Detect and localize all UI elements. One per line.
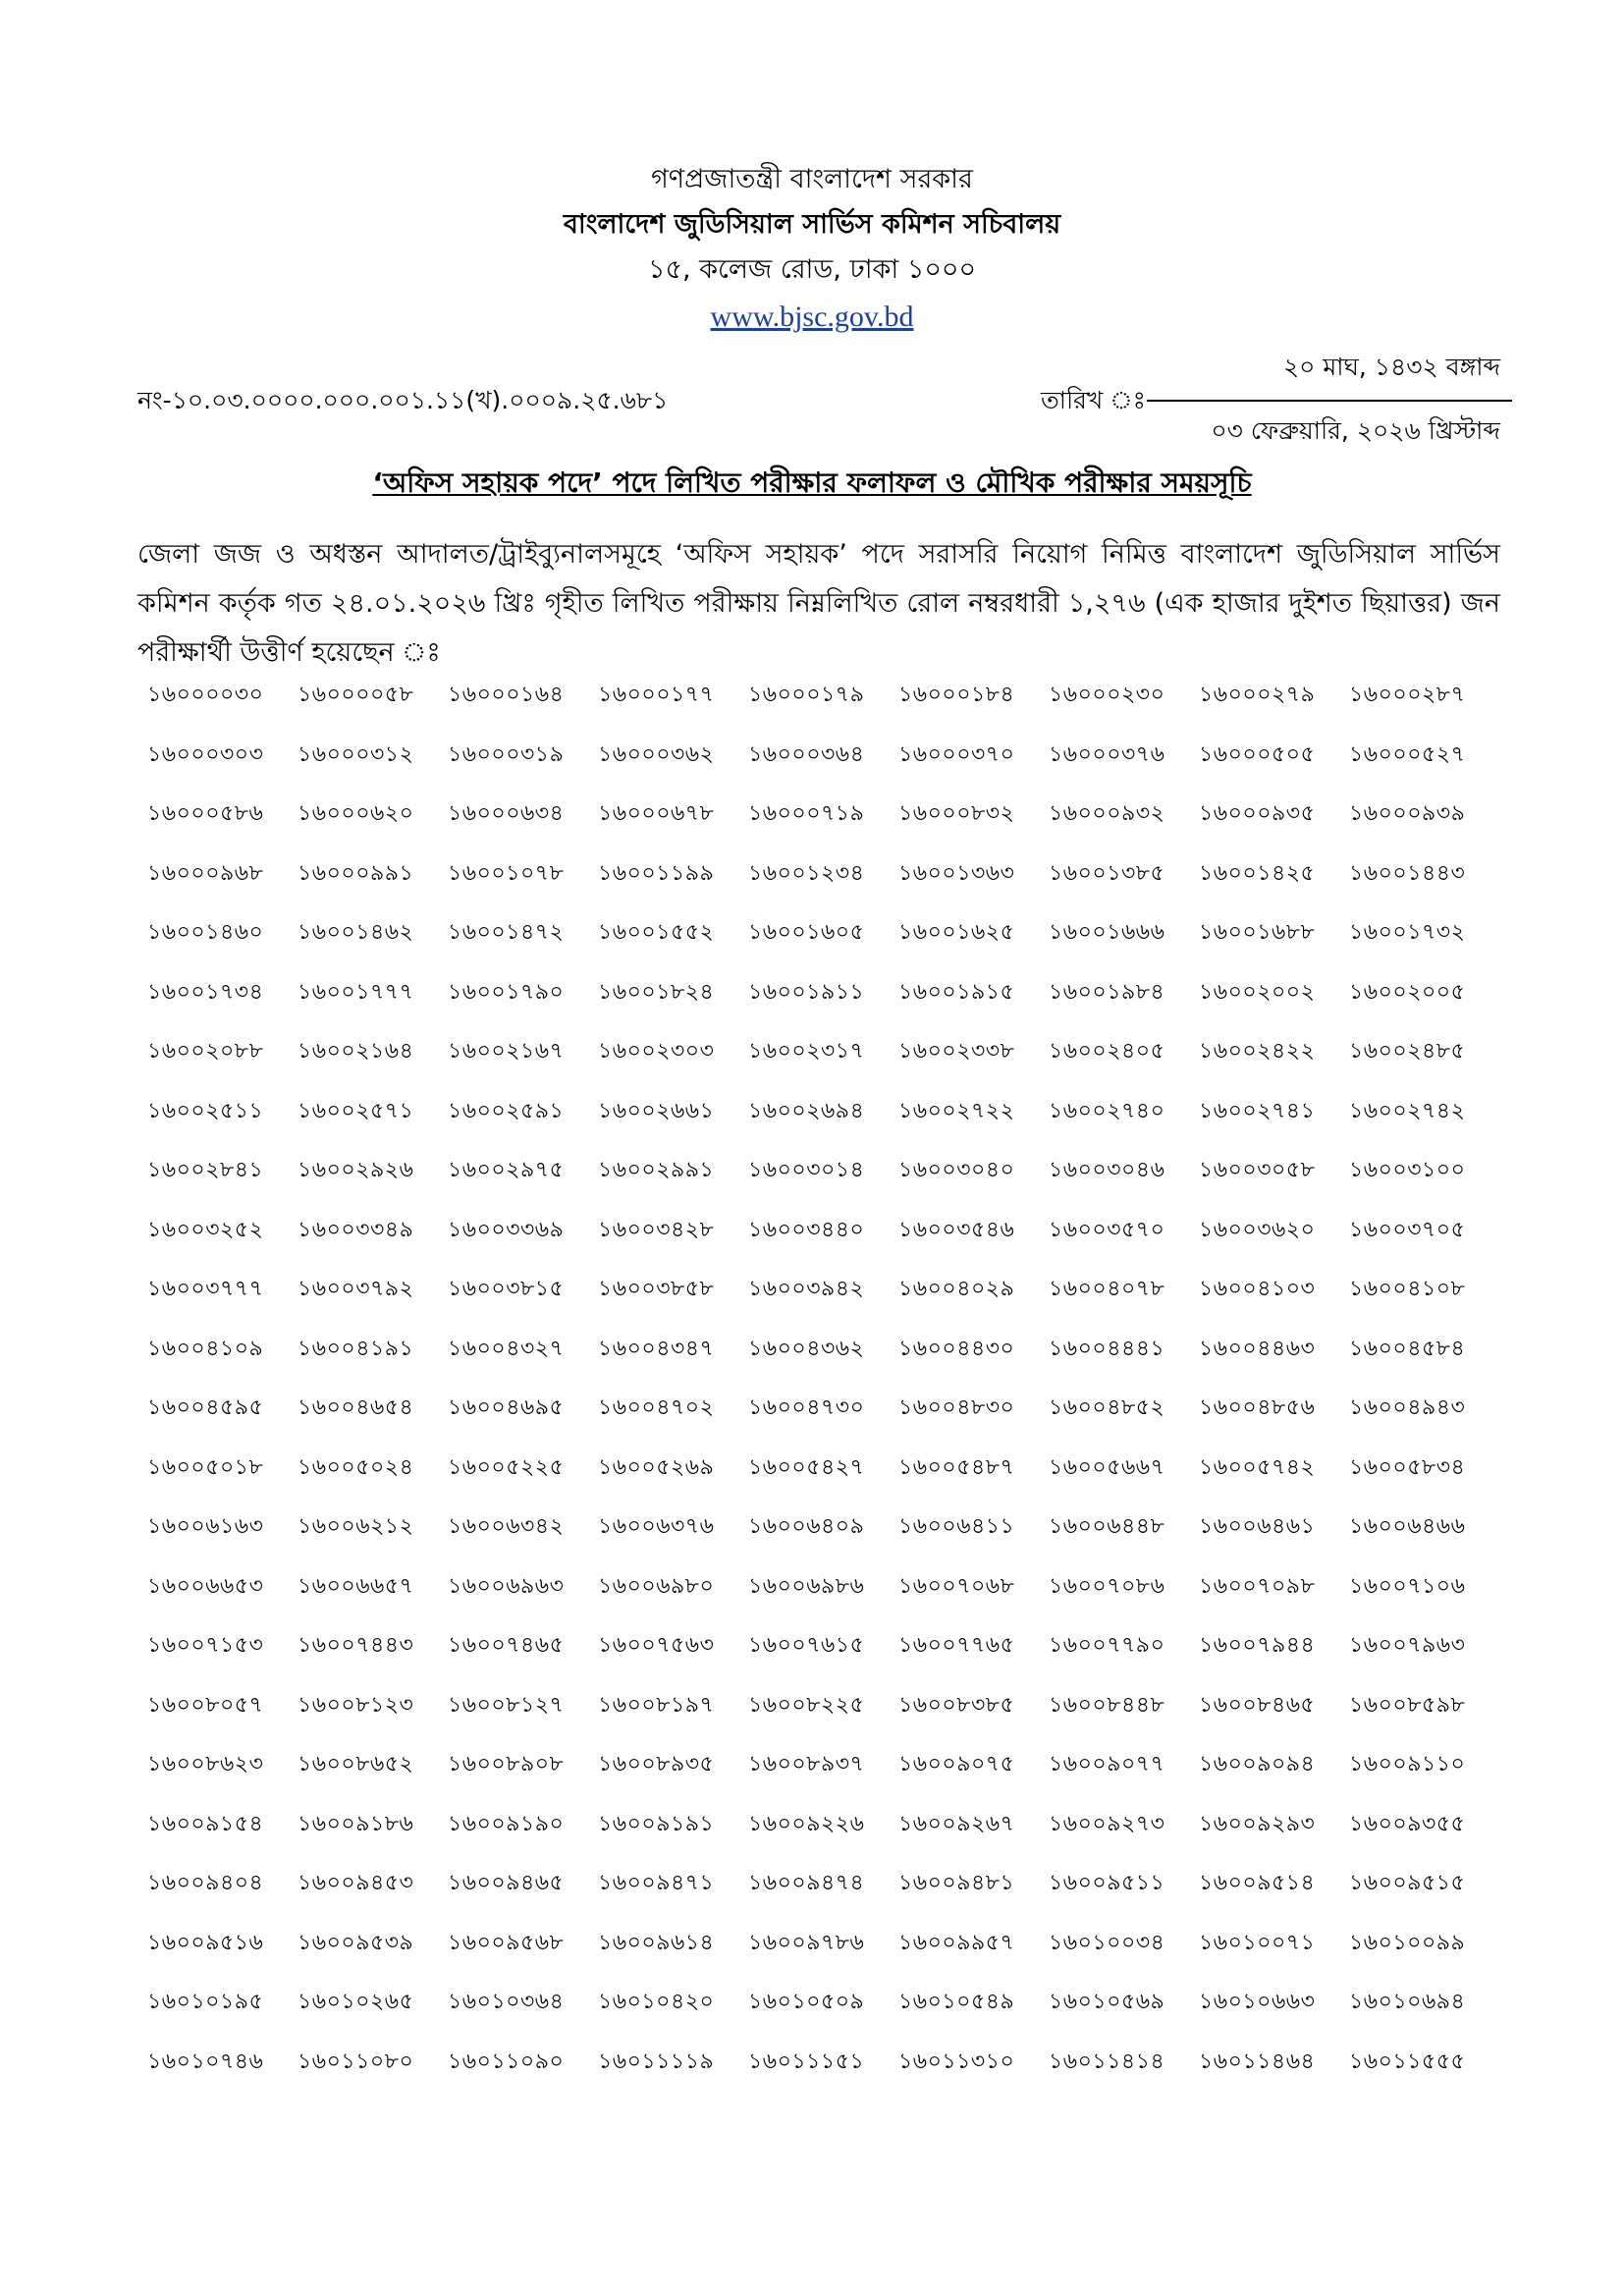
roll-number: ১৬০১১১১৯ — [598, 2049, 715, 2074]
roll-row — [147, 678, 1502, 738]
roll-number: ১৬০০৯১৮৬ — [298, 1811, 414, 1836]
roll-number: ১৬০০২৭২২ — [898, 1098, 1015, 1123]
roll-number: ১৬০০৬৯৬৩ — [448, 1573, 565, 1599]
website-link[interactable]: www.bjsc.gov.bd — [710, 301, 914, 333]
roll-number: ১৬০০২১৬৪ — [298, 1039, 414, 1064]
roll-number: ১৬০০৩৮৫৮ — [598, 1277, 715, 1301]
roll-number: ১৬০০৫২২৫ — [448, 1454, 565, 1480]
roll-number: ১৬০০২৪০৫ — [1049, 1039, 1165, 1064]
roll-number: ১৬০০২৪২২ — [1199, 1039, 1316, 1064]
date-label: তারিখ ঃ — [1041, 386, 1146, 414]
roll-number: ১৬০০৫২৬৯ — [598, 1454, 715, 1480]
roll-number: ১৬০০২৩০৩ — [598, 1039, 715, 1064]
roll-number: ১৬০০০৭১৯ — [748, 801, 865, 826]
roll-number: ১৬০০৭৬১৫ — [748, 1633, 865, 1658]
roll-number: ১৬০০৪৩৬২ — [748, 1336, 865, 1361]
roll-number: ১৬০০৯৪৭১ — [598, 1871, 715, 1895]
roll-number: ১৬০০১৬৬৬ — [1049, 920, 1165, 945]
roll-number: ১৬০০০৯৩২ — [1049, 801, 1165, 826]
roll-number: ১৬০০৫৪২৭ — [748, 1454, 865, 1480]
roll-number: ১৬০০৩৬২০ — [1199, 1217, 1316, 1242]
roll-row — [147, 1272, 1502, 1332]
roll-number: ১৬০০৬১৬৩ — [147, 1514, 264, 1539]
roll-number: ১৬০০৭১৫৩ — [147, 1633, 264, 1658]
roll-row — [147, 1153, 1502, 1213]
roll-number: ১৬০০২৭৪২ — [1349, 1098, 1466, 1123]
roll-number: ১৬০০৯২২৬ — [748, 1811, 865, 1836]
roll-number: ১৬০০৪৬৫৪ — [298, 1395, 414, 1420]
roll-number: ১৬০০৭০৬৮ — [898, 1573, 1015, 1599]
roll-number: ১৬০১০৭৪৬ — [147, 2049, 264, 2074]
roll-number: ১৬০১০২৬৫ — [298, 1990, 414, 2014]
roll-row — [147, 1332, 1502, 1392]
roll-number: ১৬০০৯২৯৩ — [1199, 1811, 1316, 1836]
roll-number: ১৬০০০১৮৪ — [898, 683, 1015, 707]
roll-number: ১৬০১০০৭১ — [1199, 1930, 1316, 1955]
roll-number: ১৬০১০০৩৪ — [1049, 1930, 1165, 1955]
roll-number: ১৬০০০৫০৫ — [1199, 741, 1316, 767]
roll-number: ১৬০১০৫০৯ — [748, 1990, 865, 2014]
roll-row — [147, 1866, 1502, 1926]
government-name: গণপ্রজাতন্ত্রী বাংলাদেশ সরকার — [651, 164, 973, 194]
roll-number: ১৬০০০৫৮৬ — [147, 801, 264, 826]
roll-number: ১৬০০০৯৬৮ — [147, 860, 264, 886]
roll-number: ১৬০০৯৪৭৪ — [748, 1871, 865, 1895]
roll-number: ১৬০০১৭৯০ — [448, 979, 565, 1005]
roll-number: ১৬০০৬৬৫৭ — [298, 1573, 414, 1599]
roll-number: ১৬০০০৩৬৪ — [748, 741, 865, 767]
office-address: ১৫, কলেজ রোড, ঢাকা ১০০০ — [647, 254, 977, 285]
roll-number: ১৬০০০২৭৯ — [1199, 683, 1316, 707]
roll-number: ১৬০০১৪৬২ — [298, 920, 414, 945]
roll-number: ১৬০০৮৪৪৮ — [1049, 1692, 1165, 1718]
roll-number: ১৬০০০৯৩৯ — [1349, 801, 1466, 826]
roll-number: ১৬০১১৪৬৪ — [1199, 2049, 1316, 2074]
roll-number: ১৬০০০৩৭৬ — [1049, 741, 1165, 767]
roll-number: ১৬০০২০৮৮ — [147, 1039, 264, 1064]
roll-number: ১৬০১০০৯৯ — [1349, 1930, 1466, 1955]
roll-number: ১৬০০৪৩৪৭ — [598, 1336, 715, 1361]
roll-row — [147, 1094, 1502, 1154]
roll-number: ১৬০০০৬৩৪ — [448, 801, 565, 826]
roll-number: ১৬০০৫০১৮ — [147, 1454, 264, 1480]
roll-number: ১৬০০৯৫৬৮ — [448, 1930, 565, 1955]
roll-number: ১৬০০০১৭৯ — [748, 683, 865, 707]
roll-number: ১৬০০১৬২৫ — [898, 920, 1015, 945]
roll-number: ১৬০০৯২৭৩ — [1049, 1811, 1165, 1836]
roll-number: ১৬০০২৪৮৫ — [1349, 1039, 1466, 1064]
roll-number: ১৬০০৯০৭৫ — [898, 1752, 1015, 1777]
roll-row — [147, 975, 1502, 1035]
roll-number: ১৬০০৩১০০ — [1349, 1158, 1466, 1182]
roll-number: ১৬০০২৬৯৪ — [748, 1098, 865, 1123]
roll-number: ১৬০০২৬৬১ — [598, 1098, 715, 1123]
notice-body: জেলা জজ ও অধস্তন আদালত/ট্রাইব্যুনালসমূহে ‘অফিস সহায়ক’ পদে সরাসরি নিয়োগ নিমিত্ত বাংলাদেশ জুডিসিয়াল সার্ভিস কমিশন কর্তৃক গত ২৪.০১.২০২৬ খ্রিঃ গৃহীত লিখিত পরীক্ষায় নিম্নলিখিত রোল নম্বরধারী ১,২৭৬ (এক হাজার দুইশত ছিয়াত্তর) জন পরীক্ষার্থী উত্তীর্ণ হয়েছেন ঃ — [137, 539, 1500, 668]
roll-number: ১৬০১১৪১৪ — [1049, 2049, 1165, 2074]
roll-number: ১৬০০৮৩৮৫ — [898, 1692, 1015, 1718]
roll-row — [147, 1034, 1502, 1094]
roll-number: ১৬০০৪৪৩০ — [898, 1336, 1015, 1361]
subject-text: ‘অফিস সহায়ক পদে’ পদে লিখিত পরীক্ষার ফলাফল ও মৌখিক পরীক্ষার সময়সূচি — [372, 466, 1252, 499]
roll-number: ১৬০০৯০৭৭ — [1049, 1752, 1165, 1777]
roll-number: ১৬০০৪৯৪৩ — [1349, 1395, 1466, 1420]
roll-number: ১৬০০৮৯০৮ — [448, 1752, 565, 1777]
roll-number: ১৬০০৯৫১৫ — [1349, 1871, 1466, 1895]
roll-number: ১৬০০৯৬১৪ — [598, 1930, 715, 1955]
roll-number: ১৬০০৭৯৬৩ — [1349, 1633, 1466, 1658]
roll-number: ১৬০০৩০৫৮ — [1199, 1158, 1316, 1182]
roll-number: ১৬০০৩৫৭০ — [1049, 1217, 1165, 1242]
roll-number: ১৬০০৯৪০৪ — [147, 1871, 264, 1895]
roll-number: ১৬০০৯৪৬৫ — [448, 1871, 565, 1895]
roll-number: ১৬০১০৬৬৩ — [1199, 1990, 1316, 2014]
date-bangla: ২০ মাঘ, ১৪৩২ বঙ্গাব্দ — [1147, 344, 1512, 402]
roll-number: ১৬০০৯৫১১ — [1049, 1871, 1165, 1895]
roll-number: ১৬০০৯৩৫৫ — [1349, 1811, 1466, 1836]
roll-number: ১৬০০০১৬৪ — [448, 683, 565, 707]
roll-number: ১৬০০৪১০৯ — [147, 1336, 264, 1361]
date-english: ০৩ ফেব্রুয়ারি, ২০২৬ খ্রিস্টাব্দ — [1211, 416, 1500, 445]
roll-row — [147, 1213, 1502, 1273]
roll-number: ১৬০০৬২১২ — [298, 1514, 414, 1539]
roll-number: ১৬০০৭০৮৬ — [1049, 1573, 1165, 1599]
letterhead — [0, 157, 1624, 342]
roll-number: ১৬০০৮২২৫ — [748, 1692, 865, 1718]
roll-number-list — [147, 678, 1502, 2104]
roll-number: ১৬০০৩০৪০ — [898, 1158, 1015, 1182]
roll-number: ১৬০০০৩১৯ — [448, 741, 565, 767]
roll-number: ১৬০০৯১৫৪ — [147, 1811, 264, 1836]
roll-number: ১৬০০৮৬২৩ — [147, 1752, 264, 1777]
roll-number: ১৬০০০৩৭০ — [898, 741, 1015, 767]
roll-number: ১৬০০২৭৪১ — [1199, 1098, 1316, 1123]
roll-row — [147, 1391, 1502, 1450]
roll-number: ১৬০০১৯১১ — [748, 979, 865, 1005]
roll-row — [147, 1985, 1502, 2045]
roll-number: ১৬০০৫৭৪২ — [1199, 1454, 1316, 1480]
roll-number: ১৬০০৬৪১১ — [898, 1514, 1015, 1539]
roll-number: ১৬০০৭৭৬৫ — [898, 1633, 1015, 1658]
roll-number: ১৬০১১০৯০ — [448, 2049, 565, 2074]
roll-number: ১৬০০১৮২৪ — [598, 979, 715, 1005]
roll-number: ১৬০০১৩৬৩ — [898, 860, 1015, 886]
roll-number: ১৬০০২৫৭১ — [298, 1098, 414, 1123]
roll-number: ১৬০০৪১০৩ — [1199, 1277, 1316, 1301]
roll-number: ১৬০০৫৪৮৭ — [898, 1454, 1015, 1480]
roll-number: ১৬০১০৩৬৪ — [448, 1990, 565, 2014]
roll-number: ১৬০০৭৭৯০ — [1049, 1633, 1165, 1658]
roll-number: ১৬০০৬৪৬৬ — [1349, 1514, 1466, 1539]
roll-number: ১৬০০২৫৯১ — [448, 1098, 565, 1123]
roll-number: ১৬০০৮৯৩৫ — [598, 1752, 715, 1777]
roll-number: ১৬০০০৩০৩ — [147, 741, 264, 767]
roll-number: ১৬০০৩৪৪০ — [748, 1217, 865, 1242]
roll-number: ১৬০০৯৫৩৯ — [298, 1930, 414, 1955]
roll-row — [147, 1569, 1502, 1629]
roll-number: ১৬০০২৯২৬ — [298, 1158, 414, 1182]
memo-number: নং-১০.০৩.০০০০.০০০.০০১.১১(খ).০০০৯.২৫.৬৮১ — [137, 386, 669, 414]
roll-number: ১৬০০৯৫১৪ — [1199, 1871, 1316, 1895]
roll-number: ১৬০১০৫৬৯ — [1049, 1990, 1165, 2014]
roll-row — [147, 1747, 1502, 1807]
roll-number: ১৬০০৪৪৬৩ — [1199, 1336, 1316, 1361]
roll-number: ১৬০০৯৪৮১ — [898, 1871, 1015, 1895]
roll-number: ১৬০০২৩৩৮ — [898, 1039, 1015, 1064]
roll-number: ১৬০০৩৩৬৯ — [448, 1217, 565, 1242]
roll-number: ১৬০০০২৮৭ — [1349, 683, 1466, 707]
roll-row — [147, 796, 1502, 856]
roll-number: ১৬০০৪৭৩০ — [748, 1395, 865, 1420]
roll-number: ১৬০০৯২৬৭ — [898, 1811, 1015, 1836]
roll-number: ১৬০০৩৫৪৬ — [898, 1217, 1015, 1242]
roll-number: ১৬০০১৭৭৭ — [298, 979, 414, 1005]
roll-number: ১৬০০১৪২৫ — [1199, 860, 1316, 886]
roll-number: ১৬০০০৬৭৮ — [598, 801, 715, 826]
roll-number: ১৬০০৬৪০৯ — [748, 1514, 865, 1539]
roll-number: ১৬০০৪৭০২ — [598, 1395, 715, 1420]
roll-number: ১৬০০০৫২৭ — [1349, 741, 1466, 767]
roll-number: ১৬০০১৬৮৮ — [1199, 920, 1316, 945]
roll-row — [147, 915, 1502, 975]
roll-number: ১৬০০৮৯৩৭ — [748, 1752, 865, 1777]
roll-row — [147, 856, 1502, 916]
roll-number: ১৬০০১৪৪৩ — [1349, 860, 1466, 886]
roll-number: ১৬০০৯১১০ — [1349, 1752, 1466, 1777]
roll-number: ১৬০১০১৯৫ — [147, 1990, 264, 2014]
roll-number: ১৬০০৩০১৪ — [748, 1158, 865, 1182]
roll-number: ১৬০০০২৩০ — [1049, 683, 1165, 707]
roll-number: ১৬০১১৫৫৫ — [1349, 2049, 1466, 2074]
roll-number: ১৬০০০৩৬২ — [598, 741, 715, 767]
roll-number: ১৬০০৯৫১৬ — [147, 1930, 264, 1955]
roll-number: ১৬০১০৬৯৪ — [1349, 1990, 1466, 2014]
roll-number: ১৬০০৩৭০৫ — [1349, 1217, 1466, 1242]
roll-number: ১৬০০৬৯৮০ — [598, 1573, 715, 1599]
roll-number: ১৬০০৯৯৫৭ — [898, 1930, 1015, 1955]
roll-number: ১৬০০০১৭৭ — [598, 683, 715, 707]
roll-number: ১৬০০৪৫৯৫ — [147, 1395, 264, 1420]
roll-number: ১৬০০৮১২৩ — [298, 1692, 414, 1718]
roll-number: ১৬০০১৭৩২ — [1349, 920, 1466, 945]
roll-number: ১৬০০৪৮৩০ — [898, 1395, 1015, 1420]
roll-number: ১৬০০১০৭৮ — [448, 860, 565, 886]
roll-number: ১৬০০৫৮৩৪ — [1349, 1454, 1466, 1480]
roll-number: ১৬০০৮৬৫২ — [298, 1752, 414, 1777]
roll-number: ১৬০০০৩১২ — [298, 741, 414, 767]
roll-number: ১৬০০৭৯৪৪ — [1199, 1633, 1316, 1658]
roll-number: ১৬০০২৭৪০ — [1049, 1098, 1165, 1123]
roll-number: ১৬০০১৫৫২ — [598, 920, 715, 945]
roll-number: ১৬০০০৮৩২ — [898, 801, 1015, 826]
roll-number: ১৬০০১২৩৪ — [748, 860, 865, 886]
roll-number: ১৬০০১৯১৫ — [898, 979, 1015, 1005]
roll-number: ১৬০০১৩৮৫ — [1049, 860, 1165, 886]
roll-number: ১৬০০২৯৯১ — [598, 1158, 715, 1182]
roll-number: ১৬০০৪০৭৮ — [1049, 1277, 1165, 1301]
roll-number: ১৬০০২৮৪১ — [147, 1158, 264, 1182]
roll-number: ১৬০০৭৪৬৫ — [448, 1633, 565, 1658]
roll-number: ১৬০০২৯৭৫ — [448, 1158, 565, 1182]
roll-number: ১৬০১১০৮০ — [298, 2049, 414, 2074]
roll-number: ১৬০০৪৬৯৫ — [448, 1395, 565, 1420]
roll-number: ১৬০০৯৭৮৬ — [748, 1930, 865, 1955]
roll-number: ১৬০০১৪৬০ — [147, 920, 264, 945]
roll-number: ১৬০০৬৪৬১ — [1199, 1514, 1316, 1539]
roll-number: ১৬০০৬৩৭৬ — [598, 1514, 715, 1539]
roll-number: ১৬০১১১৫১ — [748, 2049, 865, 2074]
roll-number: ১৬০০৭০৯৮ — [1199, 1573, 1316, 1599]
roll-number: ১৬০০৪৫৮৪ — [1349, 1336, 1466, 1361]
roll-number: ১৬০১১৩১০ — [898, 2049, 1015, 2074]
roll-number: ১৬০০২৩১৭ — [748, 1039, 865, 1064]
roll-number: ১৬০০৪৮৫২ — [1049, 1395, 1165, 1420]
roll-number: ১৬০০৯১৯১ — [598, 1811, 715, 1836]
roll-number: ১৬০০২১৬৭ — [448, 1039, 565, 1064]
roll-row — [147, 1926, 1502, 1986]
roll-number: ১৬০০৬৩৪২ — [448, 1514, 565, 1539]
roll-number: ১৬০০৮৫৯৮ — [1349, 1692, 1466, 1718]
roll-number: ১৬০০৪১০৮ — [1349, 1277, 1466, 1301]
roll-number: ১৬০০০০৩০ — [147, 683, 264, 707]
roll-number: ১৬০০৪৩২৭ — [448, 1336, 565, 1361]
roll-number: ১৬০০৫০২৪ — [298, 1454, 414, 1480]
roll-row — [147, 1450, 1502, 1510]
roll-row — [147, 738, 1502, 797]
roll-number: ১৬০০৯০৯৪ — [1199, 1752, 1316, 1777]
roll-row — [147, 1807, 1502, 1867]
roll-number: ১৬০০৩৭৯২ — [298, 1277, 414, 1301]
roll-number: ১৬০১০৫৪৯ — [898, 1990, 1015, 2014]
roll-number: ১৬০০২০০২ — [1199, 979, 1316, 1005]
roll-number: ১৬০০৩৩৪৯ — [298, 1217, 414, 1242]
roll-number: ১৬০০৩৭৭৭ — [147, 1277, 264, 1301]
roll-number: ১৬০০৩৪২৮ — [598, 1217, 715, 1242]
roll-number: ১৬০০০৯৩৫ — [1199, 801, 1316, 826]
roll-number: ১৬০০০৬২০ — [298, 801, 414, 826]
roll-number: ১৬০০৩২৫২ — [147, 1217, 264, 1242]
roll-number: ১৬০০১৭৩৪ — [147, 979, 264, 1005]
roll-number: ১৬০০৭৪৪৩ — [298, 1633, 414, 1658]
roll-number: ১৬০০৭১০৬ — [1349, 1573, 1466, 1599]
roll-row — [147, 1688, 1502, 1748]
roll-number: ১৬০০৮৪৬৫ — [1199, 1692, 1316, 1718]
roll-number: ১৬০০৬৯৮৬ — [748, 1573, 865, 1599]
roll-number: ১৬০০৭৫৬৩ — [598, 1633, 715, 1658]
roll-number: ১৬০০৪১৯১ — [298, 1336, 414, 1361]
roll-number: ১৬০০৮১৯৭ — [598, 1692, 715, 1718]
roll-number: ১৬০০৮০৫৭ — [147, 1692, 264, 1718]
roll-number: ১৬০০১৬০৫ — [748, 920, 865, 945]
roll-number: ১৬০০১৪৭২ — [448, 920, 565, 945]
roll-number: ১৬০০০০৫৮ — [298, 683, 414, 707]
roll-row — [147, 1509, 1502, 1569]
roll-number: ১৬০০৬৪৪৮ — [1049, 1514, 1165, 1539]
roll-number: ১৬০০৩৮১৫ — [448, 1277, 565, 1301]
roll-number: ১৬০০৩০৪৬ — [1049, 1158, 1165, 1182]
roll-row — [147, 1628, 1502, 1688]
roll-number: ১৬০০৫৬৬৭ — [1049, 1454, 1165, 1480]
roll-number: ১৬০০২৫১১ — [147, 1098, 264, 1123]
roll-number: ১৬০০০৯৯১ — [298, 860, 414, 886]
roll-number: ১৬০০৩৯৪২ — [748, 1277, 865, 1301]
roll-number: ১৬০০৮১২৭ — [448, 1692, 565, 1718]
roll-number: ১৬০০৯৪৫৩ — [298, 1871, 414, 1895]
roll-number: ১৬০০১৯৮৪ — [1049, 979, 1165, 1005]
roll-number: ১৬০০৬৬৫৩ — [147, 1573, 264, 1599]
date-block — [1147, 344, 1512, 454]
roll-number: ১৬০০৯১৯০ — [448, 1811, 565, 1836]
roll-number: ১৬০০১১৯৯ — [598, 860, 715, 886]
roll-row — [147, 2045, 1502, 2105]
roll-number: ১৬০০২০০৫ — [1349, 979, 1466, 1005]
office-name: বাংলাদেশ জুডিসিয়াল সার্ভিস কমিশন সচিবালয় — [563, 209, 1061, 240]
roll-number: ১৬০০৪৪৪১ — [1049, 1336, 1165, 1361]
roll-number: ১৬০০৪৮৫৬ — [1199, 1395, 1316, 1420]
subject-heading — [0, 462, 1624, 508]
roll-number: ১৬০১০৪২০ — [598, 1990, 715, 2014]
roll-number: ১৬০০৪০২৯ — [898, 1277, 1015, 1301]
